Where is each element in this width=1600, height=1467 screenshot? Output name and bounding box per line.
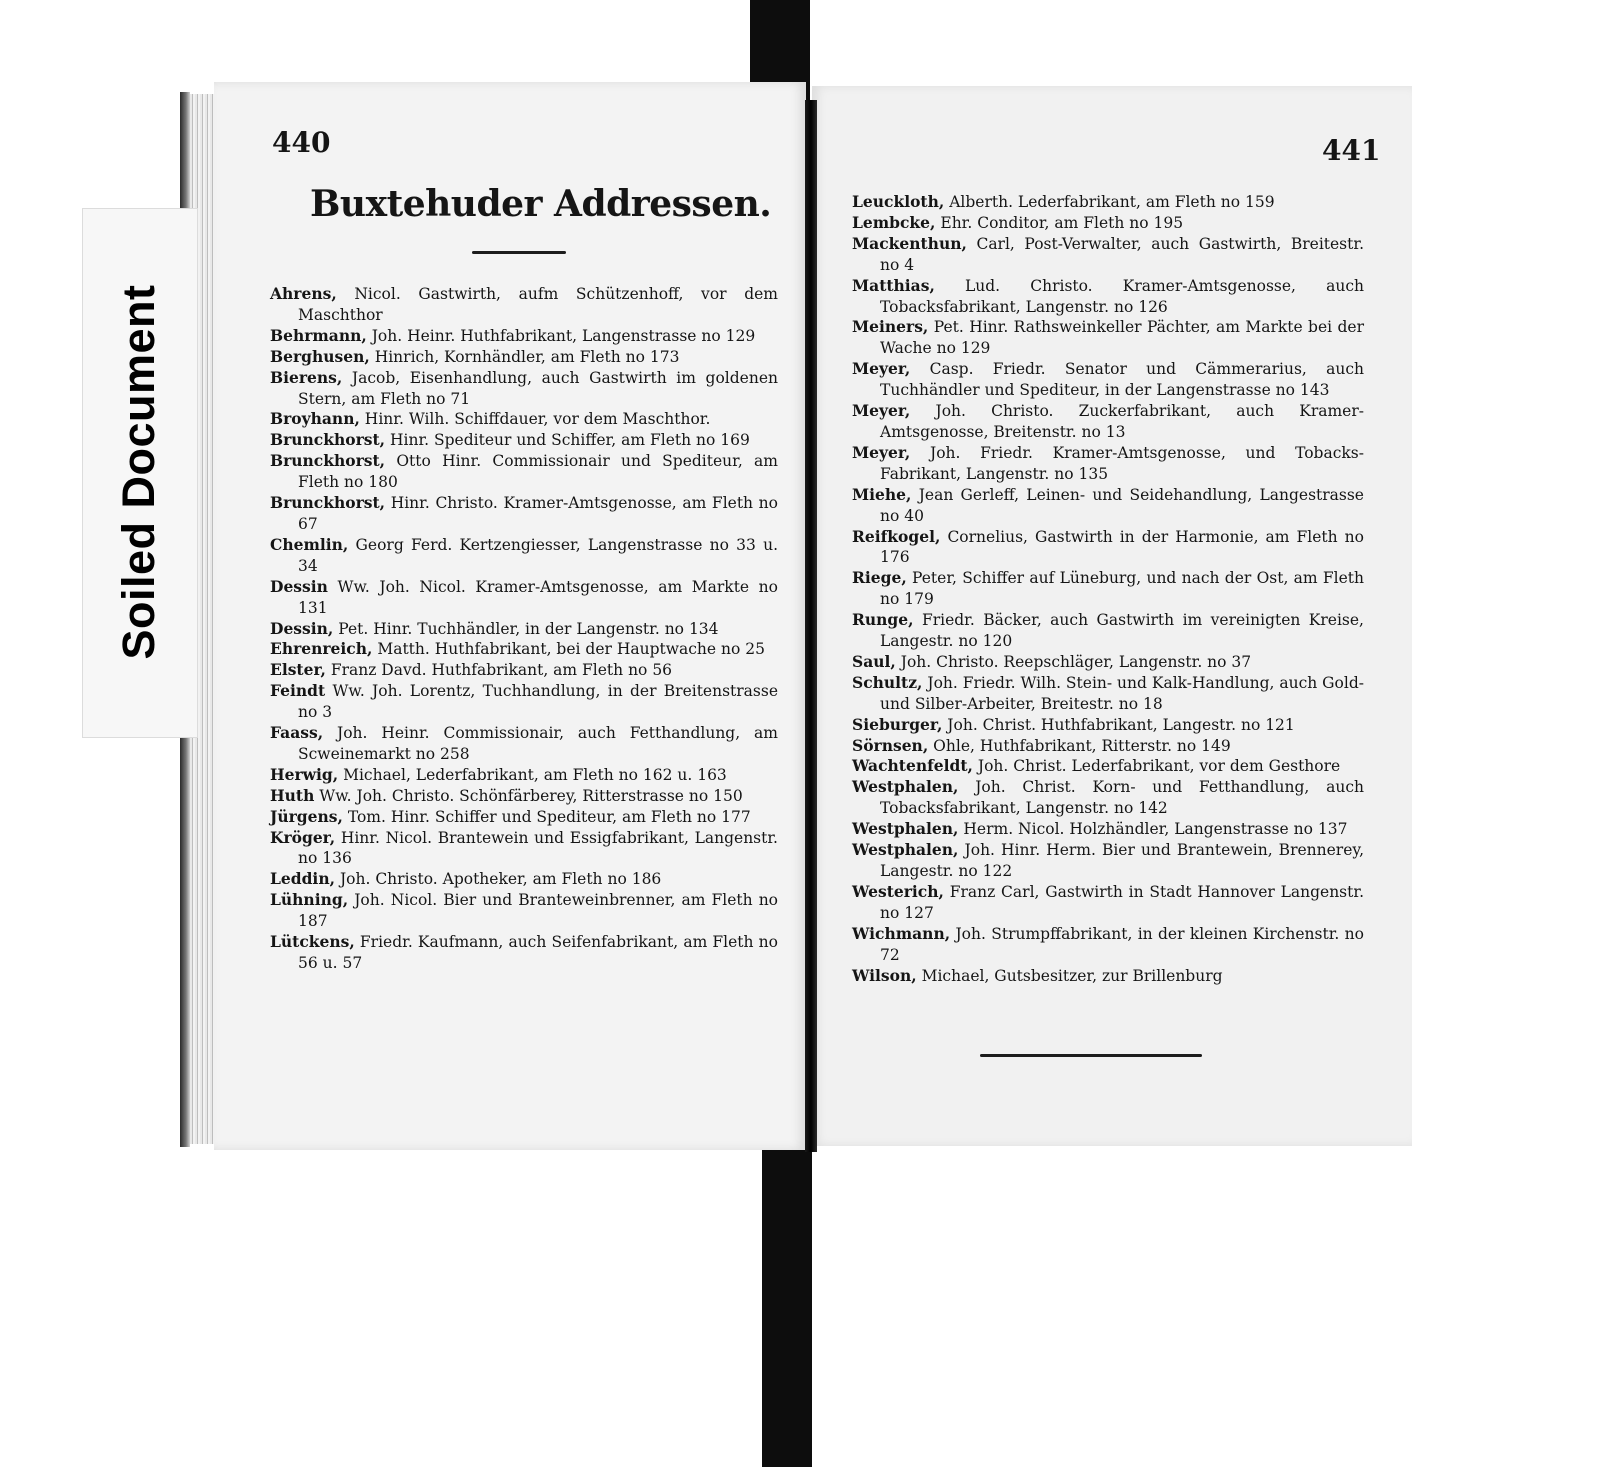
- address-entry: [852, 777, 1364, 819]
- entry-details: Cornelius, Gastwirth in der Harmonie, am Fleth no 176: [880, 527, 1364, 567]
- entry-details: Franz Carl, Gastwirth in Stadt Hannover Langenstr. no 127: [880, 882, 1364, 922]
- entry-name: Berghusen,: [270, 346, 370, 366]
- address-entry: [852, 568, 1364, 610]
- entry-name: Westerich,: [852, 881, 944, 901]
- entry-name: Westphalen,: [852, 819, 959, 839]
- entry-details: Ww. Joh. Lorentz, Tuchhandlung, in der Breitenstrasse no 3: [298, 682, 779, 722]
- entry-name: Matthias,: [852, 275, 935, 295]
- address-entry: [270, 890, 778, 932]
- address-entry: [270, 577, 778, 619]
- entry-details: Joh. Christo. Zuckerfabrikant, auch Kramer-Amtsgenosse, Breitenstr. no 13: [880, 402, 1364, 441]
- address-entry: [852, 882, 1364, 924]
- entry-name: Saul,: [852, 651, 896, 671]
- address-entry: [270, 807, 778, 828]
- address-entry: [270, 765, 778, 786]
- entry-details: Joh. Hinr. Herm. Bier und Brantewein, Brennerey, Langestr. no 122: [880, 841, 1364, 880]
- entry-details: Tom. Hinr. Schiffer und Spediteur, am Fleth no 177: [347, 807, 751, 826]
- entry-name: Feindt: [270, 681, 326, 701]
- entry-name: Westphalen,: [852, 777, 959, 797]
- address-entry: [270, 786, 778, 807]
- entry-details: Friedr. Kaufmann, auch Seifenfabrikant, am Fleth no 56 u. 57: [298, 933, 778, 972]
- entry-name: Mackenthun,: [852, 233, 967, 253]
- left-address-list: [270, 284, 778, 974]
- entry-details: Ww. Joh. Christo. Schönfärberey, Ritterstrasse no 150: [319, 786, 743, 805]
- address-entry: [852, 924, 1364, 966]
- entry-details: Georg Ferd. Kertzengiesser, Langenstrasse no 33 u. 34: [298, 535, 778, 575]
- soiled-document-label: Soiled Document: [113, 284, 164, 660]
- entry-details: Joh. Heinr. Commissionair, auch Fetthandlung, am Scweinemarkt no 258: [298, 724, 778, 763]
- entry-name: Meyer,: [852, 359, 911, 379]
- entry-name: Elster,: [270, 660, 326, 680]
- entry-details: Herm. Nicol. Holzhändler, Langenstrasse no 137: [963, 820, 1348, 839]
- entry-name: Bierens,: [270, 367, 343, 387]
- address-entry: [270, 932, 778, 974]
- address-entry: [270, 368, 778, 410]
- address-entry: [852, 652, 1364, 673]
- right-address-list: [852, 192, 1364, 986]
- entry-details: Michael, Lederfabrikant, am Fleth no 162 u. 163: [343, 765, 727, 784]
- entry-name: Sieburger,: [852, 714, 943, 734]
- entry-details: Friedr. Bäcker, auch Gastwirth im vereinigten Kreise, Langestr. no 120: [880, 611, 1364, 651]
- entry-details: Joh. Friedr. Kramer-Amtsgenosse, und Tobacks-Fabrikant, Langenstr. no 135: [880, 443, 1364, 483]
- address-entry: [852, 610, 1364, 652]
- entry-name: Leuckloth,: [852, 192, 945, 211]
- entry-name: Herwig,: [270, 764, 339, 784]
- entry-details: Michael, Gutsbesitzer, zur Brillenburg: [921, 966, 1223, 985]
- entry-name: Ehrenreich,: [270, 639, 373, 659]
- address-entry: [270, 451, 778, 493]
- address-entry: [852, 966, 1364, 987]
- entry-details: Joh. Christ. Huthfabrikant, Langestr. no 121: [947, 715, 1295, 734]
- address-entry: [852, 317, 1364, 359]
- address-entry: [270, 409, 778, 430]
- entry-name: Dessin,: [270, 618, 334, 638]
- address-entry: [852, 756, 1364, 777]
- address-entry: [852, 840, 1364, 882]
- entry-details: Otto Hinr. Commissionair und Spediteur, am Fleth no 180: [298, 452, 778, 492]
- entry-name: Ahrens,: [270, 284, 337, 303]
- entry-name: Huth: [270, 785, 315, 805]
- entry-name: Chemlin,: [270, 534, 349, 554]
- address-entry: [270, 681, 778, 723]
- entry-details: Nicol. Gastwirth, aufm Schützenhoff, vor dem Maschthor: [298, 285, 778, 324]
- entry-details: Joh. Christo. Apotheker, am Fleth no 186: [339, 870, 662, 889]
- entry-name: Broyhann,: [270, 409, 360, 429]
- entry-details: Ww. Joh. Nicol. Kramer-Amtsgenosse, am Markte no 131: [298, 577, 778, 617]
- entry-details: Joh. Heinr. Huthfabrikant, Langenstrasse no 129: [371, 326, 756, 345]
- entry-name: Schultz,: [852, 672, 923, 692]
- right-page-number: 441: [1322, 134, 1381, 167]
- entry-name: Meyer,: [852, 442, 911, 462]
- address-entry: [270, 828, 778, 870]
- entry-details: Lud. Christo. Kramer-Amtsgenosse, auch Tobacksfabrikant, Langenstr. no 126: [880, 276, 1364, 316]
- entry-name: Riege,: [852, 568, 907, 588]
- entry-details: Ohle, Huthfabrikant, Ritterstr. no 149: [933, 736, 1231, 755]
- entry-details: Pet. Hinr. Rathsweinkeller Pächter, am Markte bei der Wache no 129: [880, 318, 1365, 358]
- address-entry: [270, 619, 778, 640]
- address-entry: [270, 723, 778, 765]
- entry-name: Wilson,: [852, 965, 917, 985]
- address-entry: [270, 347, 778, 368]
- left-page-number: 440: [272, 126, 331, 159]
- address-entry: [852, 276, 1364, 318]
- address-entry: [270, 326, 778, 347]
- entry-name: Brunckhorst,: [270, 430, 386, 450]
- entry-details: Carl, Post-Verwalter, auch Gastwirth, Breitestr. no 4: [880, 234, 1364, 274]
- film-tape-bottom: [762, 1142, 812, 1467]
- entry-name: Runge,: [852, 610, 914, 630]
- entry-details: Jacob, Eisenhandlung, auch Gastwirth im goldenen Stern, am Fleth no 71: [298, 368, 778, 408]
- entry-details: Hinr. Spediteur und Schiffer, am Fleth no 169: [389, 431, 750, 450]
- entry-name: Brunckhorst,: [270, 451, 386, 471]
- address-entry: [852, 715, 1364, 736]
- entry-details: Joh. Christo. Reepschläger, Langenstr. no 37: [900, 652, 1252, 671]
- address-entry: [270, 639, 778, 660]
- address-entry: [270, 430, 778, 451]
- entry-name: Reifkogel,: [852, 526, 941, 546]
- entry-name: Sörnsen,: [852, 735, 929, 755]
- address-entry: [270, 869, 778, 890]
- entry-details: Pet. Hinr. Tuchhändler, in der Langenstr. no 134: [338, 619, 719, 638]
- entry-details: Joh. Christ. Korn- und Fetthandlung, auch Tobacksfabrikant, Langenstr. no 142: [880, 778, 1364, 818]
- entry-details: Matth. Huthfabrikant, bei der Hauptwache no 25: [377, 640, 765, 659]
- entry-name: Kröger,: [270, 827, 336, 847]
- page-heading: Buxtehuder Addressen.: [310, 183, 772, 225]
- entry-details: Joh. Friedr. Wilh. Stein- und Kalk-Handlung, auch Gold- und Silber-Arbeiter, Breitestr. no 18: [880, 673, 1365, 713]
- entry-details: Hinr. Nicol. Brantewein und Essigfabrikant, Langenstr. no 136: [298, 828, 778, 868]
- entry-details: Franz Davd. Huthfabrikant, am Fleth no 56: [330, 661, 673, 680]
- address-entry: [270, 493, 778, 535]
- address-entry: [852, 401, 1364, 443]
- entry-name: Dessin: [270, 576, 328, 596]
- address-entry: [270, 535, 778, 577]
- entry-name: Faass,: [270, 723, 324, 743]
- entry-details: Casp. Friedr. Senator und Cämmerarius, auch Tuchhändler und Spediteur, in der Langenstrasse no 143: [880, 360, 1364, 400]
- address-entry: [852, 485, 1364, 527]
- entry-details: Jean Gerleff, Leinen- und Seidehandlung, Langestrasse no 40: [880, 485, 1364, 525]
- heading-rule: [472, 251, 566, 254]
- entry-name: Lembcke,: [852, 212, 936, 232]
- address-entry: [852, 213, 1364, 234]
- address-entry: [852, 819, 1364, 840]
- entry-name: Lühning,: [270, 890, 349, 910]
- address-entry: [852, 192, 1364, 213]
- entry-details: Peter, Schiffer auf Lüneburg, und nach der Ost, am Fleth no 179: [880, 569, 1364, 609]
- entry-name: Miehe,: [852, 484, 912, 504]
- address-entry: [852, 527, 1364, 569]
- entry-name: Wichmann,: [852, 923, 951, 943]
- entry-details: Hinr. Christo. Kramer-Amtsgenosse, am Fleth no 67: [298, 494, 778, 533]
- address-entry: [852, 673, 1364, 715]
- entry-name: Meyer,: [852, 401, 911, 421]
- book-gutter: [805, 100, 817, 1152]
- address-entry: [852, 443, 1364, 485]
- entry-name: Lütckens,: [270, 932, 355, 952]
- address-entry: [852, 736, 1364, 757]
- address-entry: [270, 284, 778, 326]
- entry-details: Hinr. Wilh. Schiffdauer, vor dem Maschthor.: [364, 410, 711, 429]
- entry-details: Joh. Christ. Lederfabrikant, vor dem Gesthore: [977, 757, 1341, 776]
- entry-details: Joh. Nicol. Bier und Branteweinbrenner, am Fleth no 187: [298, 891, 779, 931]
- closing-rule: [980, 1054, 1202, 1057]
- entry-name: Wachtenfeldt,: [852, 756, 973, 776]
- entry-details: Hinrich, Kornhändler, am Fleth no 173: [374, 347, 680, 366]
- entry-details: Alberth. Lederfabrikant, am Fleth no 159: [949, 193, 1275, 211]
- entry-name: Westphalen,: [852, 840, 959, 860]
- entry-name: Brunckhorst,: [270, 493, 386, 513]
- entry-name: Jürgens,: [270, 806, 343, 826]
- address-entry: [270, 660, 778, 681]
- address-entry: [852, 359, 1364, 401]
- address-entry: [852, 234, 1364, 276]
- entry-name: Meiners,: [852, 317, 929, 337]
- entry-name: Behrmann,: [270, 325, 367, 345]
- entry-details: Ehr. Conditor, am Fleth no 195: [940, 213, 1184, 232]
- entry-name: Leddin,: [270, 869, 335, 889]
- entry-details: Joh. Strumpffabrikant, in der kleinen Kirchenstr. no 72: [880, 924, 1364, 964]
